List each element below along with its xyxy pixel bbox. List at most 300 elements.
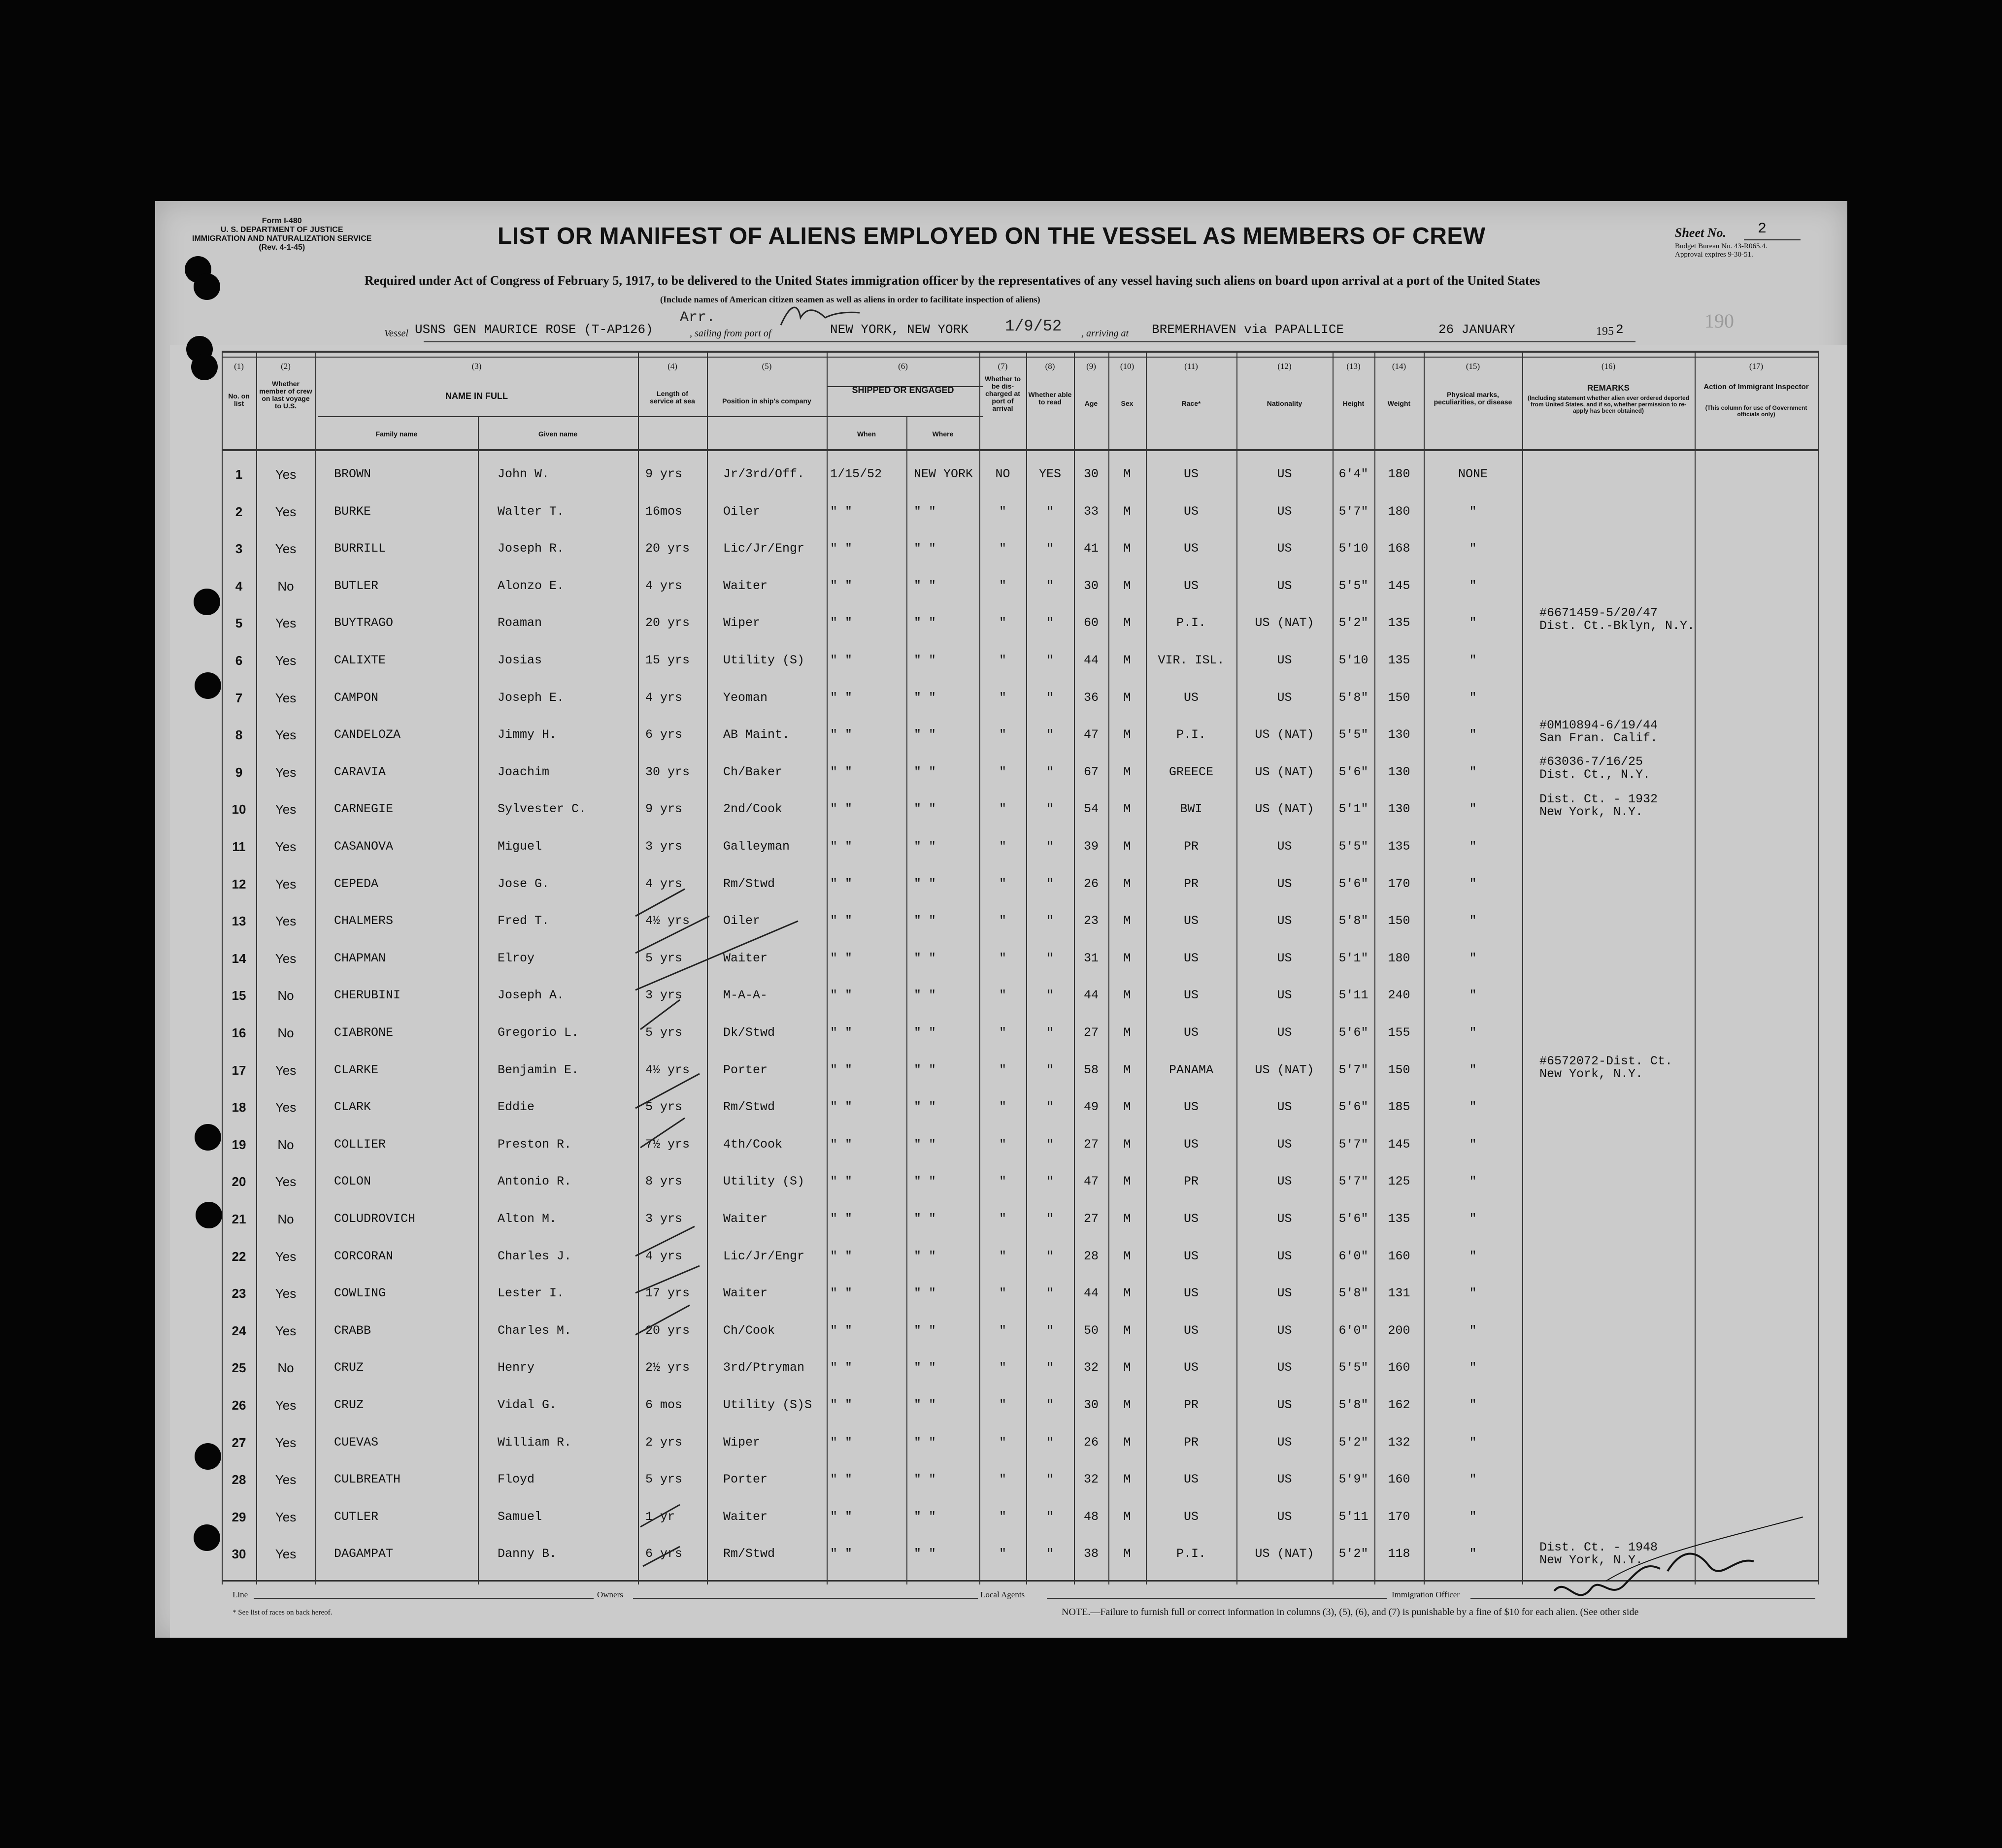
sex-cell: M: [1123, 1100, 1131, 1115]
shipped-where-cell: " ": [914, 1360, 936, 1375]
arrival-port: BREMERHAVEN via PAPALLICE: [1152, 322, 1344, 337]
punch-hole: [195, 1124, 221, 1151]
age-cell: 48: [1083, 1509, 1099, 1524]
remark-line: Dist. Ct. - 1932: [1539, 792, 1658, 806]
last-voyage-cell: Yes: [275, 1398, 297, 1413]
table-row: [222, 1096, 1818, 1133]
race-cell: PR: [1183, 1174, 1199, 1189]
position-cell: Wiper: [723, 1435, 761, 1450]
physical-marks-cell: ": [1469, 504, 1477, 519]
budget-line-2: Approval expires 9-30-51.: [1675, 251, 1753, 259]
col-16-header: REMARKS: [1587, 383, 1630, 393]
remark-line: San Fran. Calif.: [1539, 731, 1658, 745]
shipped-where-cell: " ": [914, 1509, 936, 1524]
shipped-where-cell: " ": [914, 690, 936, 705]
form-number: Form I-480: [262, 217, 302, 225]
length-of-service-cell: 4½ yrs: [645, 914, 690, 928]
race-cell: US: [1183, 1025, 1199, 1040]
no-of-list-cell: 10: [232, 802, 246, 817]
race-cell: GREECE: [1168, 764, 1213, 779]
no-of-list-cell: 22: [232, 1249, 246, 1264]
age-cell: 67: [1083, 764, 1099, 779]
length-of-service-cell: 5 yrs: [645, 951, 683, 965]
crew-table: [222, 351, 1818, 1584]
able-to-read-cell: ": [1046, 988, 1054, 1003]
shipped-where-cell: " ": [914, 578, 936, 593]
shipped-when-cell: " ": [830, 727, 853, 742]
remark-line: #0M10894-6/19/44: [1539, 718, 1658, 732]
nationality-cell: US (NAT): [1255, 802, 1314, 817]
shipped-when-cell: " ": [830, 1472, 853, 1487]
position-cell: Porter: [723, 1062, 768, 1077]
physical-marks-cell: ": [1469, 1286, 1477, 1301]
last-voyage-cell: No: [277, 1137, 294, 1152]
handwritten-date: 1/9/52: [1005, 317, 1062, 335]
age-cell: 36: [1083, 690, 1099, 705]
family-name-cell: CEPEDA: [334, 876, 379, 891]
handwritten-arr: Arr.: [680, 309, 716, 326]
able-to-read-cell: ": [1046, 914, 1054, 928]
sex-cell: M: [1123, 914, 1131, 928]
race-cell: US: [1183, 541, 1199, 556]
nationality-cell: US: [1277, 1323, 1292, 1338]
no-of-list-cell: 17: [232, 1062, 246, 1078]
family-name-cell: CARAVIA: [334, 764, 386, 779]
name-subheader-rule: [318, 416, 862, 417]
discharged-cell: ": [999, 578, 1006, 593]
table-row: [222, 537, 1818, 574]
shipped-where-cell: " ": [914, 1547, 936, 1561]
no-of-list-cell: 25: [232, 1360, 246, 1376]
race-cell: US: [1183, 1137, 1199, 1152]
position-cell: Dk/Stwd: [723, 1025, 775, 1040]
nationality-cell: US: [1277, 988, 1292, 1003]
position-cell: M-A-A-: [723, 988, 768, 1003]
shipped-where-cell: " ": [914, 914, 936, 928]
given-name-cell: Gregorio L.: [498, 1025, 579, 1040]
weight-cell: 132: [1388, 1435, 1410, 1450]
position-cell: Wiper: [723, 616, 761, 630]
punch-hole: [194, 589, 220, 615]
vessel-name: USNS GEN MAURICE ROSE (T-AP126): [415, 322, 653, 337]
position-cell: Oiler: [723, 914, 761, 928]
weight-cell: 135: [1388, 839, 1410, 854]
table-row: [222, 649, 1818, 686]
remark-line: Dist. Ct.-Bklyn, N.Y.: [1539, 619, 1695, 633]
shipped-where-cell: " ": [914, 1174, 936, 1189]
shipped-when-cell: " ": [830, 653, 853, 667]
age-cell: 54: [1083, 802, 1099, 817]
age-cell: 47: [1083, 1174, 1099, 1189]
shipped-when-cell: " ": [830, 876, 853, 891]
position-cell: 3rd/Ptryman: [723, 1360, 805, 1375]
discharged-cell: ": [999, 504, 1006, 519]
shipped-where-cell: " ": [914, 1472, 936, 1487]
given-name-cell: Antonio R.: [498, 1174, 572, 1189]
table-row: [222, 1208, 1818, 1245]
able-to-read-cell: ": [1046, 504, 1054, 519]
length-of-service-cell: 6 yrs: [645, 727, 683, 742]
length-of-service-cell: 9 yrs: [645, 467, 683, 481]
sex-cell: M: [1123, 653, 1131, 667]
position-cell: Rm/Stwd: [723, 876, 775, 891]
no-of-list-cell: 12: [232, 876, 246, 891]
weight-cell: 135: [1388, 1212, 1410, 1226]
race-cell: US: [1183, 1509, 1199, 1524]
weight-cell: 131: [1388, 1286, 1410, 1301]
position-cell: Lic/Jr/Engr: [723, 541, 805, 556]
shipped-when-cell: " ": [830, 914, 853, 928]
shipped-when-cell: " ": [830, 1509, 853, 1524]
position-cell: Waiter: [723, 1509, 768, 1524]
remark-row-5: [1539, 607, 1695, 632]
shipped-where-cell: " ": [914, 1025, 936, 1040]
race-cell: US: [1183, 1100, 1199, 1115]
table-row: [222, 835, 1818, 872]
last-voyage-cell: Yes: [275, 1323, 297, 1338]
race-footnote: * See list of races on back hereof.: [233, 1609, 333, 1617]
able-to-read-cell: ": [1046, 541, 1054, 556]
handwritten-check-marks: [631, 842, 837, 1591]
last-voyage-cell: Yes: [275, 802, 297, 817]
able-to-read-cell: ": [1046, 1323, 1054, 1338]
height-cell: 5'6": [1338, 1212, 1368, 1226]
length-of-service-cell: 5 yrs: [645, 1472, 683, 1487]
nationality-cell: US (NAT): [1255, 1062, 1314, 1077]
remark-line: #63036-7/16/25: [1539, 755, 1643, 769]
col-6a-header: When: [857, 430, 876, 438]
nationality-cell: US: [1277, 1137, 1292, 1152]
height-cell: 5'7": [1338, 1174, 1368, 1189]
sex-cell: M: [1123, 1435, 1131, 1450]
length-of-service-cell: 4 yrs: [645, 1249, 683, 1263]
shipped-where-cell: " ": [914, 839, 936, 854]
sex-cell: M: [1123, 988, 1131, 1003]
position-cell: Utility (S): [723, 653, 805, 667]
sex-cell: M: [1123, 1398, 1131, 1412]
able-to-read-cell: ": [1046, 1100, 1054, 1115]
remark-row-8: [1539, 719, 1658, 745]
race-cell: US: [1183, 914, 1199, 928]
discharged-cell: ": [999, 802, 1006, 817]
last-voyage-cell: Yes: [275, 876, 297, 891]
nationality-cell: US: [1277, 541, 1292, 556]
weight-cell: 180: [1388, 504, 1410, 519]
shipped-when-cell: " ": [830, 690, 853, 705]
race-cell: VIR. ISL.: [1158, 653, 1225, 667]
shipped-when-cell: " ": [830, 541, 853, 556]
col-12-header: Nationality: [1267, 399, 1302, 407]
shipped-where-cell: " ": [914, 1212, 936, 1226]
sex-cell: M: [1123, 727, 1131, 742]
shipped-when-cell: " ": [830, 1323, 853, 1338]
sex-cell: M: [1123, 504, 1131, 519]
position-cell: Lic/Jr/Engr: [723, 1249, 805, 1263]
footer-owners-label: Owners: [597, 1590, 623, 1599]
sex-cell: M: [1123, 616, 1131, 630]
handwritten-signature-mark: [778, 298, 862, 332]
age-cell: 30: [1083, 1398, 1099, 1412]
sex-cell: M: [1123, 578, 1131, 593]
family-name-cell: CUTLER: [334, 1509, 379, 1524]
position-cell: Ch/Cook: [723, 1323, 775, 1338]
length-of-service-cell: 17 yrs: [645, 1286, 690, 1301]
sex-cell: M: [1123, 1323, 1131, 1338]
physical-marks-cell: ": [1469, 988, 1477, 1003]
weight-cell: 170: [1388, 876, 1410, 891]
col-5-number: (5): [762, 362, 772, 371]
shipped-when-cell: " ": [830, 988, 853, 1003]
discharged-cell: ": [999, 1547, 1006, 1561]
family-name-cell: CALIXTE: [334, 653, 386, 667]
able-to-read-cell: ": [1046, 1212, 1054, 1226]
discharged-cell: ": [999, 1062, 1006, 1077]
physical-marks-cell: ": [1469, 1398, 1477, 1412]
col-2-number: (2): [281, 362, 291, 371]
age-cell: 58: [1083, 1062, 1099, 1077]
punch-hole: [194, 273, 220, 300]
race-cell: P.I.: [1176, 1547, 1206, 1561]
age-cell: 49: [1083, 1100, 1099, 1115]
length-of-service-cell: 1 yr: [645, 1509, 675, 1524]
race-cell: US: [1183, 988, 1199, 1003]
nationality-cell: US: [1277, 1249, 1292, 1263]
budget-line-1: Budget Bureau No. 43-R065.4.: [1675, 242, 1768, 250]
last-voyage-cell: Yes: [275, 1062, 297, 1078]
race-cell: P.I.: [1176, 616, 1206, 630]
physical-marks-cell: ": [1469, 1025, 1477, 1040]
discharged-cell: ": [999, 988, 1006, 1003]
table-row: [222, 1431, 1818, 1468]
col-14-number: (14): [1392, 362, 1406, 371]
no-of-list-cell: 9: [235, 764, 243, 780]
form-identifier: [192, 217, 371, 252]
family-name-cell: CORCORAN: [334, 1249, 394, 1263]
length-of-service-cell: 5 yrs: [645, 1100, 683, 1115]
shipped-when-cell: " ": [830, 1025, 853, 1040]
physical-marks-cell: ": [1469, 914, 1477, 928]
able-to-read-cell: ": [1046, 653, 1054, 667]
last-voyage-cell: Yes: [275, 764, 297, 780]
departure-port: NEW YORK, NEW YORK: [830, 322, 968, 337]
form-revision: (Rev. 4-1-45): [259, 243, 305, 252]
shipped-when-cell: " ": [830, 764, 853, 779]
table-row: [222, 873, 1818, 910]
length-of-service-cell: 20 yrs: [645, 541, 690, 556]
stamp-number: 190: [1704, 310, 1734, 332]
race-cell: US: [1183, 1286, 1199, 1301]
discharged-cell: ": [999, 1398, 1006, 1412]
race-cell: US: [1183, 504, 1199, 519]
shipped-when-cell: " ": [830, 802, 853, 817]
remark-row-9: [1539, 756, 1650, 781]
position-cell: Waiter: [723, 951, 768, 965]
given-name-cell: Charles J.: [498, 1249, 572, 1263]
position-cell: Jr/3rd/Off.: [723, 467, 805, 481]
weight-cell: 145: [1388, 1137, 1410, 1152]
family-name-cell: CARNEGIE: [334, 802, 394, 817]
department: U. S. DEPARTMENT OF JUSTICE: [220, 226, 343, 234]
col-13-number: (13): [1346, 362, 1361, 371]
given-name-cell: Alton M.: [498, 1212, 557, 1226]
height-cell: 5'7": [1338, 1062, 1368, 1077]
able-to-read-cell: ": [1046, 1174, 1054, 1189]
family-name-cell: COLUDROVICH: [334, 1212, 416, 1226]
sex-cell: M: [1123, 1286, 1131, 1301]
nationality-cell: US: [1277, 914, 1292, 928]
physical-marks-cell: ": [1469, 1472, 1477, 1487]
shipped-where-cell: " ": [914, 1398, 936, 1412]
col-11-header: Race*: [1181, 399, 1201, 407]
last-voyage-cell: Yes: [275, 1435, 297, 1450]
footer-rule: [1047, 1598, 1387, 1599]
shipped-when-cell: " ": [830, 1360, 853, 1375]
physical-marks-cell: ": [1469, 1062, 1477, 1077]
nationality-cell: US: [1277, 1435, 1292, 1450]
no-of-list-cell: 24: [232, 1323, 246, 1338]
weight-cell: 135: [1388, 616, 1410, 630]
able-to-read-cell: ": [1046, 690, 1054, 705]
no-of-list-cell: 4: [235, 578, 243, 594]
shipped-when-cell: " ": [830, 1547, 853, 1561]
shipped-where-cell: " ": [914, 988, 936, 1003]
discharged-cell: ": [999, 876, 1006, 891]
length-of-service-cell: 9 yrs: [645, 802, 683, 817]
sex-cell: M: [1123, 876, 1131, 891]
able-to-read-cell: ": [1046, 1435, 1054, 1450]
physical-marks-cell: ": [1469, 653, 1477, 667]
family-name-cell: CRUZ: [334, 1398, 364, 1412]
shipped-when-cell: 1/15/52: [830, 467, 882, 481]
table-row: [222, 1245, 1818, 1282]
nationality-cell: US: [1277, 1212, 1292, 1226]
discharged-cell: ": [999, 1249, 1006, 1263]
physical-marks-cell: ": [1469, 1509, 1477, 1524]
last-voyage-cell: Yes: [275, 616, 297, 631]
discharged-cell: ": [999, 541, 1006, 556]
given-name-cell: Benjamin E.: [498, 1062, 579, 1077]
height-cell: 5'6": [1338, 764, 1368, 779]
age-cell: 38: [1083, 1547, 1099, 1561]
age-cell: 31: [1083, 951, 1099, 965]
shipped-where-cell: " ": [914, 1062, 936, 1077]
nationality-cell: US: [1277, 504, 1292, 519]
col-6-number: (6): [898, 362, 908, 371]
discharged-cell: ": [999, 1212, 1006, 1226]
able-to-read-cell: ": [1046, 1062, 1054, 1077]
discharged-cell: ": [999, 1323, 1006, 1338]
shipped-where-cell: " ": [914, 1435, 936, 1450]
table-row: [222, 1468, 1818, 1505]
physical-marks-cell: ": [1469, 802, 1477, 817]
col-2-header: Whether member of crew on last voyage to U.S.: [259, 380, 312, 410]
footer-line-label: Line: [233, 1590, 248, 1599]
weight-cell: 160: [1388, 1249, 1410, 1263]
sailing-label: , sailing from port of: [690, 328, 771, 339]
discharged-cell: ": [999, 1174, 1006, 1189]
no-of-list-cell: 11: [232, 839, 246, 854]
shipped-when-cell: " ": [830, 504, 853, 519]
family-name-cell: BURKE: [334, 504, 371, 519]
given-name-cell: Joseph E.: [498, 690, 565, 705]
shipped-where-cell: " ": [914, 653, 936, 667]
col-6b-header: Where: [932, 430, 954, 438]
table-row: [222, 463, 1818, 500]
budget-bureau-note: [1675, 242, 1767, 259]
discharged-cell: ": [999, 653, 1006, 667]
no-of-list-cell: 7: [235, 690, 243, 705]
age-cell: 33: [1083, 504, 1099, 519]
last-voyage-cell: No: [277, 578, 294, 594]
given-name-cell: Walter T.: [498, 504, 565, 519]
age-cell: 32: [1083, 1360, 1099, 1375]
last-voyage-cell: Yes: [275, 1174, 297, 1189]
height-cell: 5'11: [1338, 1509, 1368, 1524]
family-name-cell: BUTLER: [334, 578, 379, 593]
physical-marks-cell: ": [1469, 1212, 1477, 1226]
able-to-read-cell: ": [1046, 1360, 1054, 1375]
shipped-where-cell: " ": [914, 1323, 936, 1338]
service-name: IMMIGRATION AND NATURALIZATION SERVICE: [192, 234, 372, 243]
shipped-where-cell: " ": [914, 541, 936, 556]
col-16-number: (16): [1601, 362, 1616, 371]
sheet-number-value: 2: [1758, 221, 1767, 237]
remark-line: Dist. Ct. - 1948: [1539, 1540, 1658, 1554]
col-15-number: (15): [1466, 362, 1480, 371]
sex-cell: M: [1123, 1174, 1131, 1189]
position-cell: Yeoman: [723, 690, 768, 705]
nationality-cell: US (NAT): [1255, 764, 1314, 779]
discharged-cell: ": [999, 1509, 1006, 1524]
nationality-cell: US: [1277, 1509, 1292, 1524]
family-name-cell: BURRILL: [334, 541, 386, 556]
able-to-read-cell: ": [1046, 578, 1054, 593]
able-to-read-cell: ": [1046, 1547, 1054, 1561]
nationality-cell: US: [1277, 653, 1292, 667]
table-row: [222, 1170, 1818, 1207]
nationality-cell: US: [1277, 1100, 1292, 1115]
document-title: LIST OR MANIFEST OF ALIENS EMPLOYED ON THE VESSEL AS MEMBERS OF CREW: [498, 223, 1486, 249]
col-1-header: No. on list: [228, 392, 250, 407]
no-of-list-cell: 29: [232, 1509, 246, 1524]
length-of-service-cell: 16mos: [645, 504, 683, 519]
race-cell: PR: [1183, 1435, 1199, 1450]
weight-cell: 125: [1388, 1174, 1410, 1189]
table-row: [222, 947, 1818, 984]
sex-cell: M: [1123, 1062, 1131, 1077]
able-to-read-cell: ": [1046, 1137, 1054, 1152]
height-cell: 6'0": [1338, 1249, 1368, 1263]
physical-marks-cell: ": [1469, 1323, 1477, 1338]
no-of-list-cell: 28: [232, 1472, 246, 1487]
discharged-cell: ": [999, 1435, 1006, 1450]
weight-cell: 118: [1388, 1547, 1410, 1561]
physical-marks-cell: ": [1469, 1547, 1477, 1561]
table-row: [222, 500, 1818, 537]
family-name-cell: CANDELOZA: [334, 727, 401, 742]
position-cell: Porter: [723, 1472, 768, 1487]
table-row: [222, 984, 1818, 1021]
shipped-where-cell: " ": [914, 504, 936, 519]
given-name-cell: Danny B.: [498, 1547, 557, 1561]
no-of-list-cell: 30: [232, 1547, 246, 1562]
punch-hole: [195, 1443, 221, 1470]
no-of-list-cell: 8: [235, 727, 243, 743]
col-3-number: (3): [471, 362, 482, 371]
include-note: (Include names of American citizen seamen as well as aliens in order to facilitate inspection of aliens): [660, 295, 1040, 304]
position-cell: Utility (S): [723, 1174, 805, 1189]
shipped-when-cell: " ": [830, 1062, 853, 1077]
